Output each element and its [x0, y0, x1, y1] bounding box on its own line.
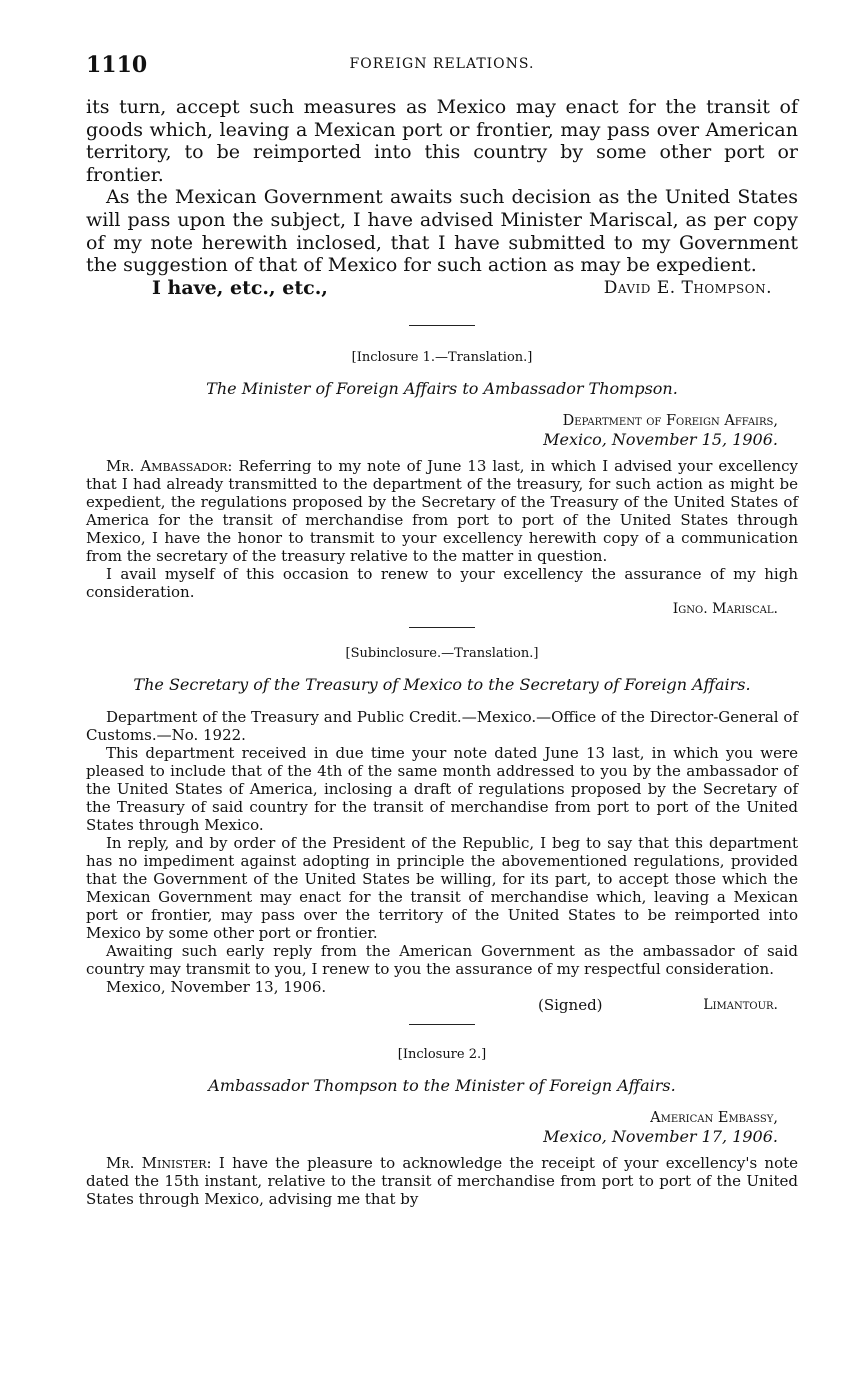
section-heading: The Minister of Foreign Affairs to Ambassador Thompson.: [206, 378, 678, 398]
letter-paragraph: [86, 457, 798, 565]
salutation: Mr. Ambassador:: [106, 456, 233, 475]
inclosure-label: [Inclosure 2.]: [397, 1046, 487, 1062]
page-body: [86, 96, 798, 1208]
department-line: Department of the Treasury and Public Credit.—Mexico.—Office of the Director-General of Customs.—No. 1922.: [86, 707, 798, 744]
section-heading: The Secretary of the Treasury of Mexico to the Secretary of Foreign Affairs.: [133, 674, 751, 694]
place-date: Mexico, November 17, 1906.: [543, 1126, 778, 1146]
signature: Limantour.: [703, 996, 778, 1013]
sender-department: Department of Foreign Affairs,: [562, 412, 778, 429]
inclosure-label: [Inclosure 1.—Translation.]: [351, 349, 533, 365]
letter-closing: [86, 277, 798, 303]
letter-paragraph: I avail myself of this occasion to renew to your excellency the assurance of my high consideration.: [86, 564, 798, 601]
letter-paragraph: its turn, accept such measures as Mexico may enact for the transit of goods which, leaving a Mexican port or frontier, may pass over American territory, to be reimported into this country by some other port or frontier.: [86, 96, 798, 186]
signed-label: (Signed): [538, 995, 603, 1014]
paragraph-text: Referring to my note of June 13 last, in which I advised your excellency that I had already transmitted to the department of the treasury, for such action as might be expedient, the regulations proposed by the Secretary of the Treasury of the United States of America for the transit of merchandise from port to port of the United States through Mexico, I have the honor to transmit to your excellency herewith copy of a communication from the secretary of the treasury relative to the matter in question.: [86, 456, 798, 565]
letter-paragraph: In reply, and by order of the President of the Republic, I beg to say that this department has no impediment against adopting in principle the abovementioned regulations, provided that the Government of the United States be willing, for its part, to accept those which the Mexican Government may enact for the transit of merchandise which, leaving a Mexican port or frontier, may pass over the territory of the United States to be reimported into Mexico by some other port or frontier.: [86, 833, 798, 942]
letter-paragraph: Awaiting such early reply from the American Government as the ambassador of said country may transmit to you, I renew to you the assurance of my respectful consideration.: [86, 941, 798, 978]
salutation: Mr. Minister:: [106, 1153, 212, 1172]
signature: Igno. Mariscal.: [672, 600, 778, 617]
letter-paragraph: This department received in due time your note dated June 13 last, in which you were pleased to include that of the 4th of the same month addressed to you by the ambassador of the United States of America, inclosing a draft of regulations proposed by the Secretary of the Treasury of said country for the transit of merchandise from port to port of the United States through Mexico.: [86, 743, 798, 834]
letter-paragraph: As the Mexican Government awaits such decision as the United States will pass upon the subject, I have advised Minister Mariscal, as per copy of my note herewith inclosed, that I have submitted to my Government the suggestion of that of Mexico for such action as may be expedient.: [86, 186, 798, 277]
running-head: FOREIGN RELATIONS.: [349, 56, 535, 72]
inclosure-label: [Subinclosure.—Translation.]: [345, 645, 539, 661]
closing-phrase: I have, etc., etc.,: [152, 276, 328, 299]
sender-embassy: American Embassy,: [650, 1109, 778, 1126]
signature-row: [86, 996, 798, 1016]
signature: David E. Thompson.: [603, 277, 772, 298]
place-date: Mexico, November 15, 1906.: [543, 429, 778, 449]
paragraph-text: I have the pleasure to acknowledge the receipt of your excellency's note dated the 15th instant, relative to the transit of merchandise from port to port of the United States through Mexico, advising me that by: [86, 1153, 799, 1208]
letter-paragraph: [86, 1154, 798, 1208]
section-heading: Ambassador Thompson to the Minister of Foreign Affairs.: [208, 1075, 676, 1095]
letter-date: Mexico, November 13, 1906.: [106, 977, 327, 996]
page-number: 1110: [86, 52, 148, 78]
page-header: [86, 52, 798, 78]
